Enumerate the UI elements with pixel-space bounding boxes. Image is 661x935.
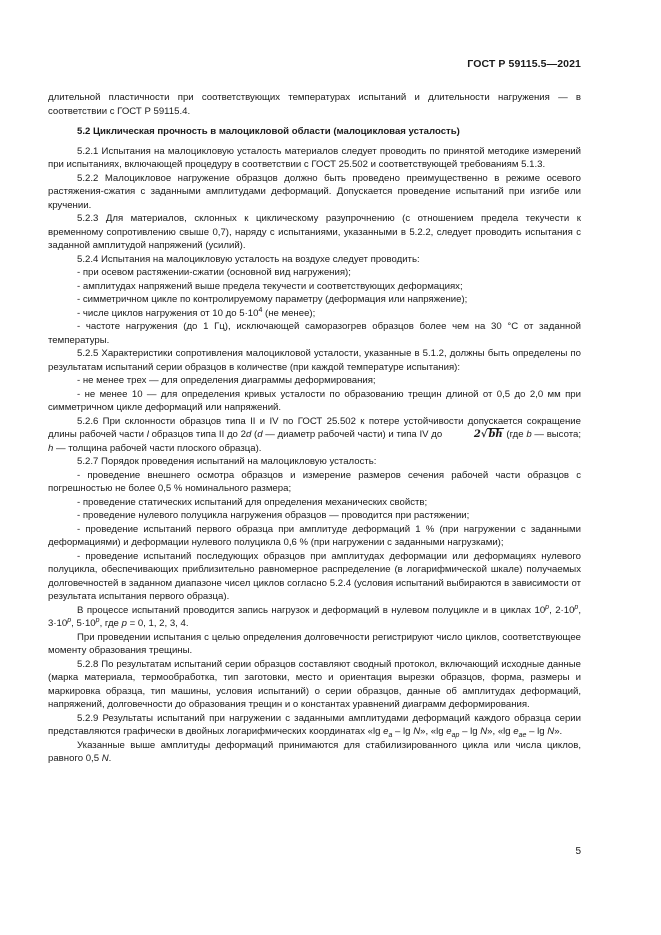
superscript-p: p [574,603,579,611]
text-run: (где [503,429,527,440]
amplitude-note [48,739,581,766]
text-run: – lg [526,726,548,737]
symbol-n: N [413,726,421,737]
crack-paragraph: При проведении испытания с целью определения долговечности регистрируют число циклов, соответствующее моменту образования трещины. [48,631,581,656]
text-run: – lg [459,726,481,737]
paragraph-5-2-8: 5.2.8 По результатам испытаний серии образцов составляют сводный протокол, включающий исходные данные (марка материала, термообработка, тип заготовки, место и ориентация вырезки образцов, форма, размеры и маркировка образца, тип машины, условия испытаний) о серии образцов, данные об амплитудах деформаций, напряжений, долговечности до образования трещин и о константах уравнений диаграмм деформирования. [48,658,581,710]
document-header: ГОСТ Р 59115.5—2021 [467,58,581,70]
intro-paragraph: длительной пластичности при соответствующих температурах испытаний и длительности нагружения — в соответствии с ГОСТ Р 59115.4. [48,92,581,117]
text-run: (не менее); [262,307,316,319]
list-item: - амплитудах напряжений выше предела текучести и соответствующих деформациях; [77,280,463,292]
superscript-p: p [545,603,550,611]
text-run: Указанные выше амплитуды деформаций принимаются для стабилизированного цикла или числа циклов, равного 0,5 [48,739,581,764]
list-item: - не менее 10 — для определения кривых усталости по образованию трещин длиной от 0,5 до 2,0 мм при симметричном цикле деформаций или напряжений. [48,388,581,413]
paragraph-5-2-7-lead: 5.2.7 Порядок проведения испытаний на малоцикловую усталость: [77,456,377,467]
recording-paragraph [48,604,581,631]
subscript: ae [518,731,527,739]
paragraph-5-2-5-lead: 5.2.5 Характеристики сопротивления малоцикловой усталости, указанные в 5.1.2, должны быть определены по результатам испытаний серии образцов в количестве (при каждой температуре испытания): [48,348,581,373]
page-number: 5 [575,846,581,857]
subscript: ap [451,731,460,739]
formula-radicand: bh [488,429,503,440]
list-item: - проведение статических испытаний для определения механических свойств; [77,496,428,508]
section-heading: 5.2 Циклическая прочность в малоцикловой области (малоцикловая усталость) [77,126,460,137]
text-run: , 3·10 [48,604,581,629]
text-run: », «lg [487,726,514,737]
list-item: - частоте нагружения (до 1 Гц), исключающей саморазогрев образцов более чем на 30 °С от заданной температуры. [48,321,581,346]
sqrt-formula: 2√bh [473,429,503,440]
text-run: . [108,753,112,764]
symbol-h: h [48,442,54,454]
symbol-e: e [513,726,519,737]
paragraph-5-2-9 [48,712,581,739]
symbol-p: p [121,618,127,629]
formula-coefficient: 2 [473,429,481,440]
text-run: - числе циклов нагружения от 10 до 5·10 [77,307,259,319]
text-run: – lg [392,726,414,737]
symbol-l: l [146,429,149,440]
symbol-b: b [526,429,532,440]
document-body [48,91,581,766]
superscript-p: p [67,616,72,624]
paragraph-5-2-1: 5.2.1 Испытания на малоцикловую усталость материалов следует проводить по принятой методике измерений при испытаниях, включающей процедуру в соответствии с ГОСТ 25.502 и соответствующей требованиям 5.1.3. [48,145,581,170]
paragraph-5-2-3: 5.2.3 Для материалов, склонных к циклическому разупрочнению (с отношением предела текучести к временному сопротивлению свыше 0,7), наряду с испытаниями, указанными в 5.2.2, следует проводить испытания с заданной амплитудой напряжений (усилий). [48,213,581,251]
list-item: - симметричном цикле по контролируемому параметру (деформация или напряжение); [77,294,468,305]
text-run: — высота; [531,429,581,440]
text-run: образцов типа II до 2 [148,429,246,440]
text-run: , 5·10 [71,618,96,629]
paragraph-5-2-2: 5.2.2 Малоцикловое нагружение образцов должно быть проведено преимущественно в режиме осевого растяжения-сжатия с заданными амплитудами деформаций. Допускается проведение испытаний при изгибе или кручении. [48,172,581,211]
text-run: 5.2.9 Результаты испытаний при нагружении с заданными амплитудами деформаций каждого образца серии представляются графически в двойных логарифмических координатах «lg [48,712,581,737]
list-item: - проведение испытаний первого образца при амплитуде деформаций 1 % (при нагружении с заданными деформациями) и деформации нулевого полуцикла 0,6 % (при нагружении с заданными нагрузками); [48,523,581,548]
text-run: ( [251,429,258,440]
symbol-n: N [101,753,109,764]
list-item: - проведение испытаний последующих образцов при амплитудах деформации или деформациях нулевого полуцикла, обеспечивающих приблизительно равномерное распределение (в логарифмической шкале) получаемых долговечностей в заданном диапазоне чисел циклов согласно 5.2.4 (условия испытаний выбираются в зависимости от результата испытания первого образца). [48,550,581,602]
text-run: », «lg [420,726,447,737]
symbol-e: e [383,726,389,737]
text-run: ». [554,726,563,737]
text-run: В процессе испытаний проводится запись нагрузок и деформаций в нулевом полуцикле и в циклах 10 [77,604,546,616]
symbol-d: d [257,429,263,440]
text-run: = 0, 1, 2, 3, 4. [126,618,189,629]
symbol-e: e [446,726,452,737]
text-run: — диаметр рабочей части) и типа IV до [262,429,445,440]
list-item: - проведение внешнего осмотра образцов и измерение размеров сечения рабочей части образцов с погрешностью не более 0,5 % номинального размера; [48,469,581,494]
text-run: , 2·10 [549,604,575,616]
symbol-d: d [245,429,252,440]
symbol-n: N [547,726,555,737]
paragraph-5-2-6 [48,415,581,456]
superscript: 4 [258,306,263,314]
symbol-n: N [480,726,488,737]
list-item: - при осевом растяжении-сжатии (основной вид нагружения); [77,267,351,278]
text-run: — толщина рабочей части плоского образца). [53,442,262,454]
subscript: a [388,731,393,739]
list-item: - проведение нулевого полуцикла нагружения образцов — проводится при растяжении; [77,510,470,521]
list-item: - не менее трех — для определения диаграммы деформирования; [77,375,376,386]
list-item-cycles [48,307,581,321]
superscript-p: p [95,616,100,624]
text-run: 5.2.6 При склонности образцов типа II и IV по ГОСТ 25.502 к потере устойчивости допускается сокращение длины рабочей части [48,415,581,440]
text-run: , где [99,618,122,629]
paragraph-5-2-4-lead: 5.2.4 Испытания на малоцикловую усталость на воздухе следует проводить: [77,253,420,265]
